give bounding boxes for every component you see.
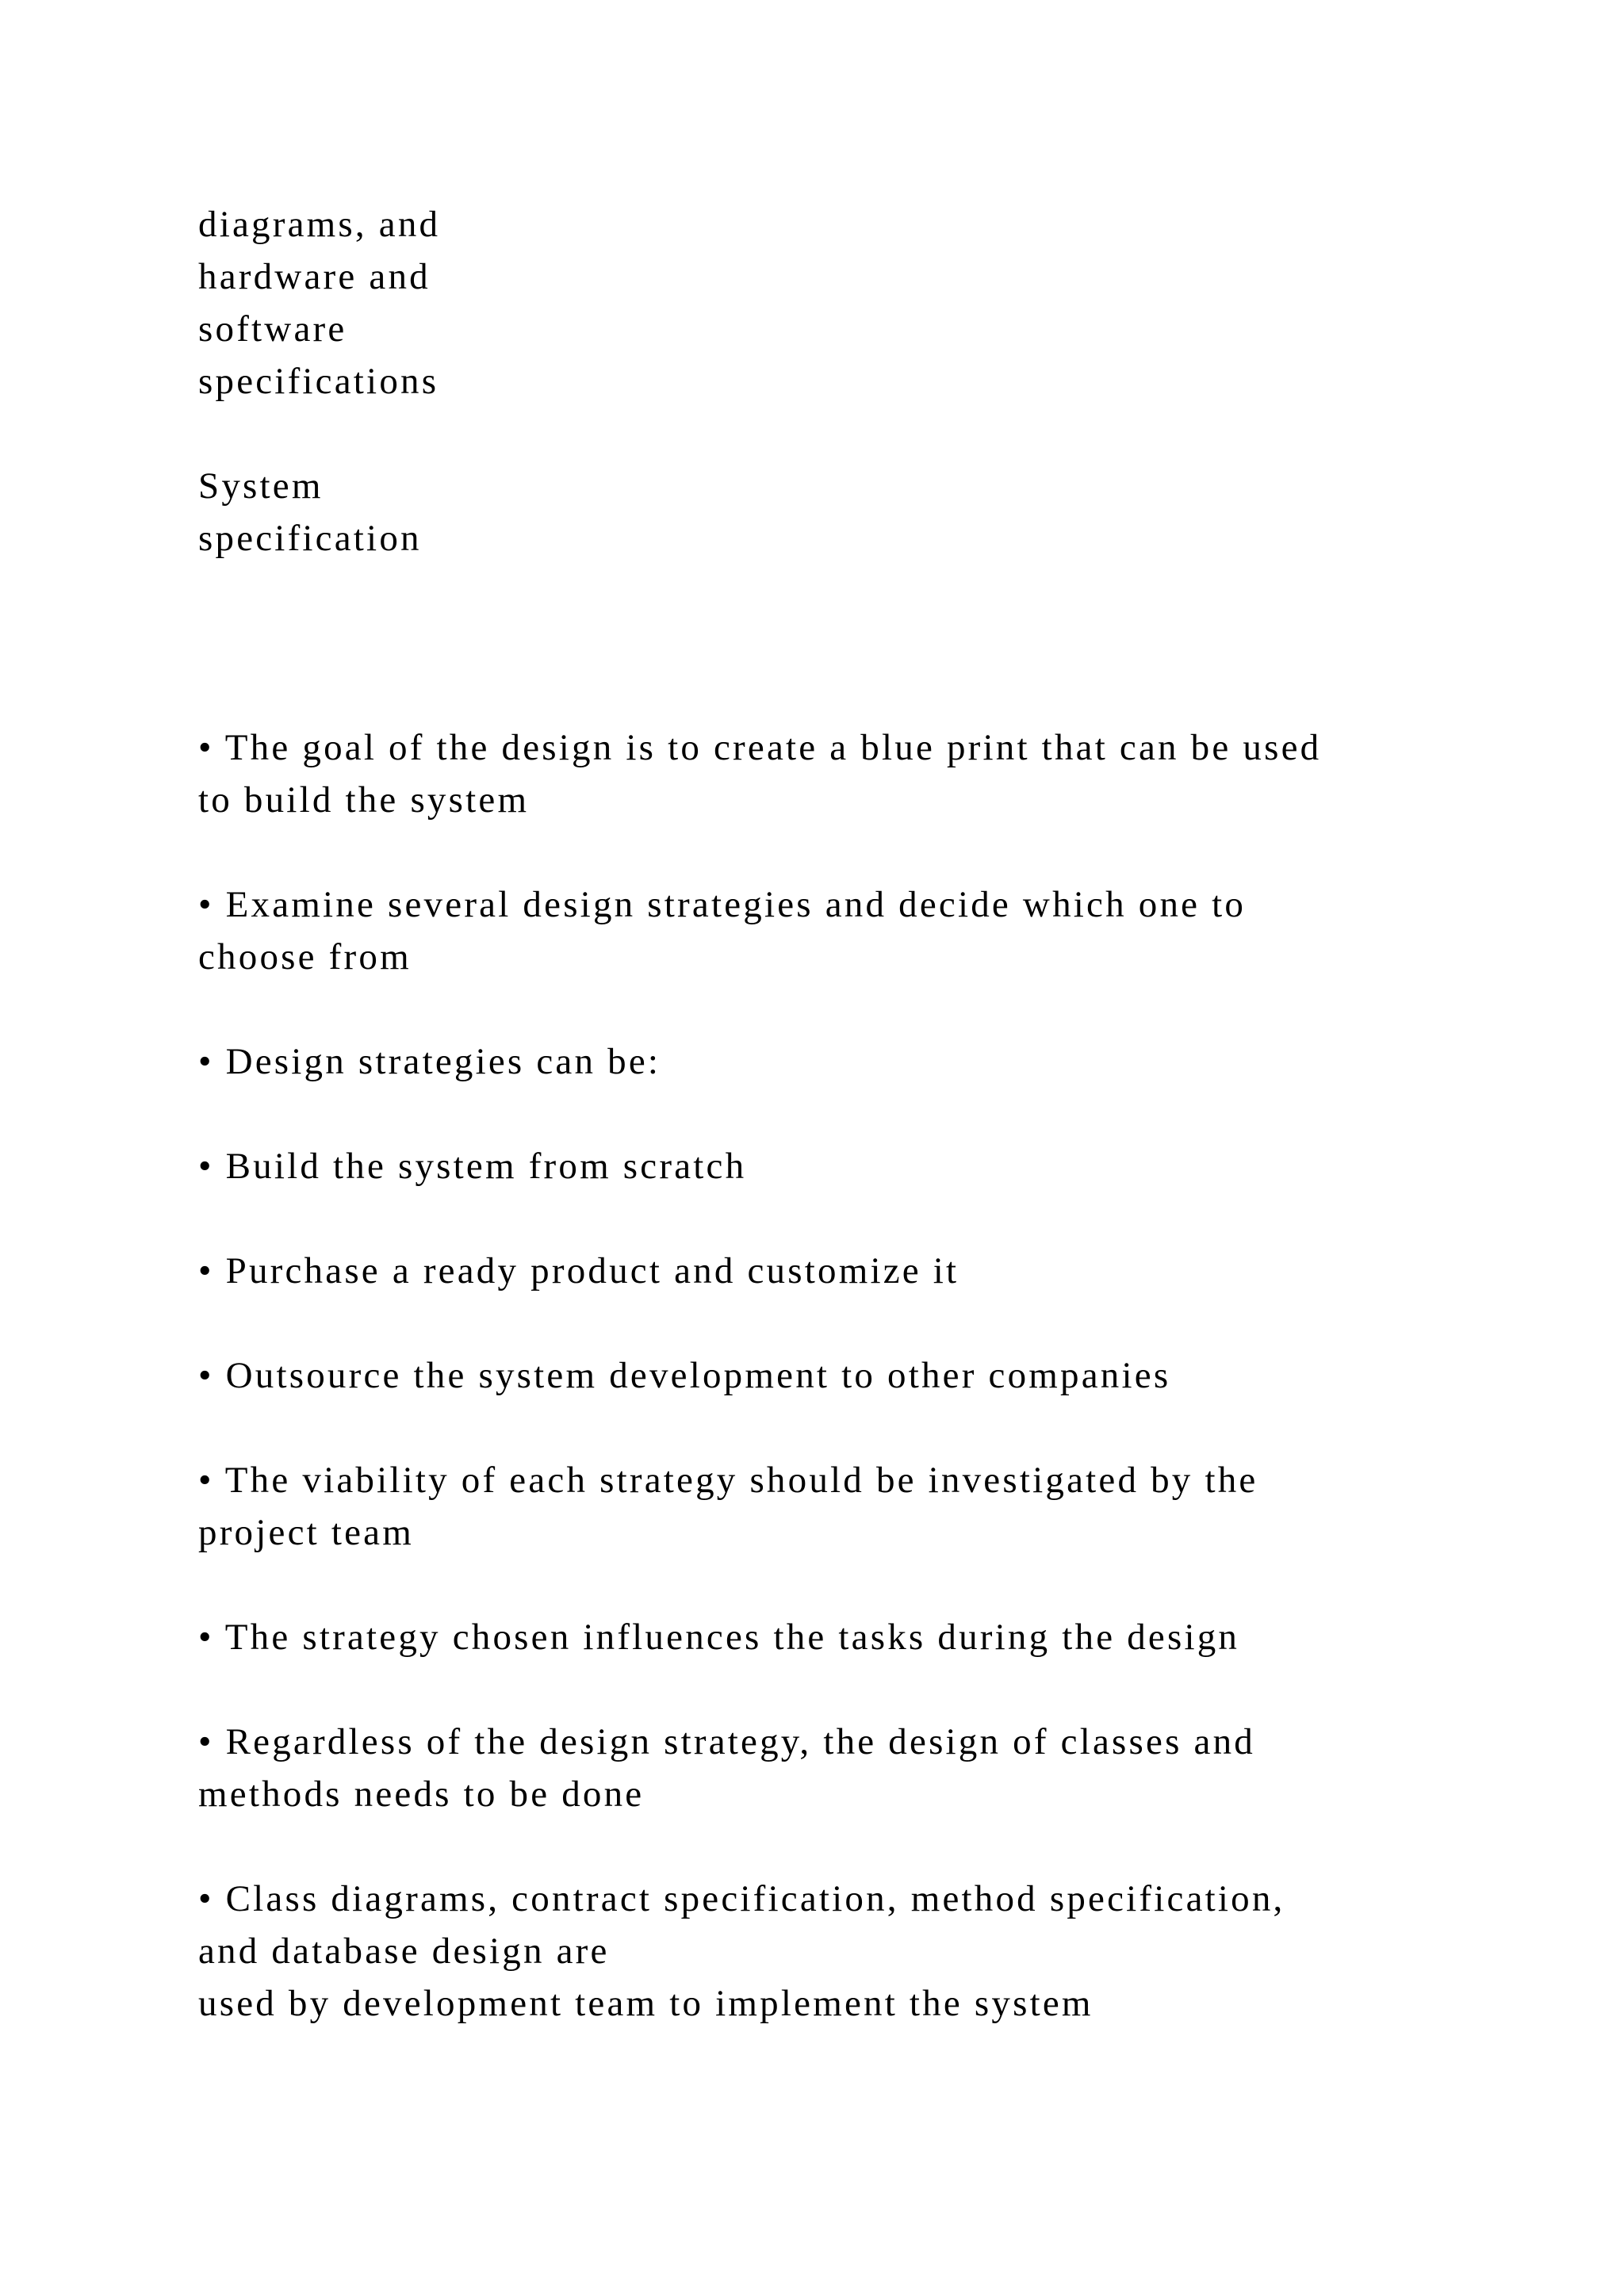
bullet-line: • The strategy chosen influences the tasks during the design xyxy=(198,1617,1240,1658)
bullet-line: • Purchase a ready product and customize it xyxy=(198,1250,959,1292)
bullet-line: • Build the system from scratch xyxy=(198,1146,747,1187)
bullet-line: • Outsource the system development to other companies xyxy=(198,1355,1171,1396)
bullet-line: choose from xyxy=(198,936,412,978)
section-label-line: specification xyxy=(198,518,422,559)
bullet-line: • The viability of each strategy should be investigated by the xyxy=(198,1460,1258,1501)
text-line: specifications xyxy=(198,361,439,402)
text-line: diagrams, and xyxy=(198,204,441,245)
section-label-line: System xyxy=(198,465,324,507)
bullet-line: • Design strategies can be: xyxy=(198,1041,661,1082)
bullet-line: • Class diagrams, contract specification, method specification, xyxy=(198,1878,1285,1919)
bullet-line: and database design are xyxy=(198,1931,610,1972)
bullet-line: • The goal of the design is to create a blue print that can be used xyxy=(198,727,1322,768)
bullet-line: used by development team to implement the system xyxy=(198,1983,1094,2024)
bullet-line: methods needs to be done xyxy=(198,1774,645,1815)
bullet-line: • Examine several design strategies and decide which one to xyxy=(198,884,1247,925)
text-line: hardware and xyxy=(198,256,431,297)
bullet-line: project team xyxy=(198,1512,414,1553)
bullet-line: to build the system xyxy=(198,779,530,821)
text-line: software xyxy=(198,308,347,350)
bullet-line: • Regardless of the design strategy, the design of classes and xyxy=(198,1721,1255,1762)
